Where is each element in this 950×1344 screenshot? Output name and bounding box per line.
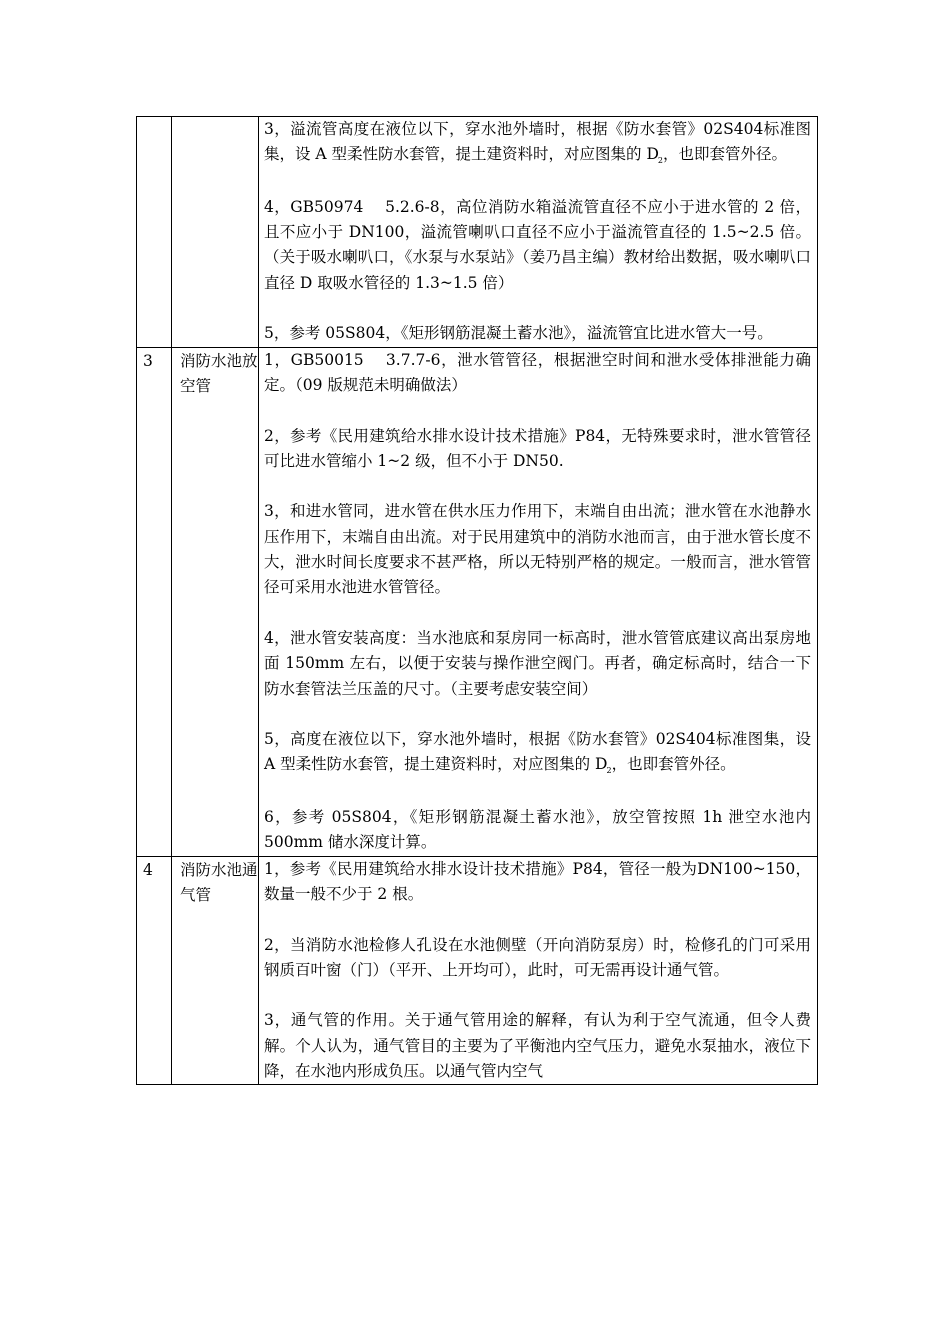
- subscript-text: 2: [657, 156, 663, 166]
- spec-table: [136, 116, 818, 1085]
- table-row: [137, 117, 818, 348]
- row-description: [259, 856, 818, 1085]
- row-number: 3: [137, 347, 172, 856]
- row-number: [137, 117, 172, 348]
- paragraph-text: 3，和进水管同，进水管在供水压力作用下，末端自由出流；泄水管在水池静水压作用下，末端自由出流。对于民用建筑中的消防水池而言，由于泄水管长度不大，泄水时间长度要求不甚严格，所以无特别严格的规定。一般而言，泄水管管径可采用水池进水管管径。: [264, 502, 811, 597]
- table-row: [137, 347, 818, 856]
- spec-table-body: [137, 117, 818, 1085]
- row-item-name: 消防水池通气管: [172, 856, 259, 1085]
- description-paragraph: [264, 805, 811, 856]
- paragraph-text: 3，溢流管高度在液位以下，穿水池外墙时，根据《防水套管》02S404标准图集，设 A 型柔性防水套管，提土建资料时，对应图集的 D: [264, 120, 811, 164]
- paragraph-text: 3，通气管的作用。关于通气管用途的解释，有认为利于空气流通，但令人费解。个人认为，通气管目的主要为了平衡池内空气压力，避免水泵抽水，液位下降，在水池内形成负压。以通气管内空气: [264, 1011, 811, 1080]
- paragraph-text-tail: ，也即套管外径。: [611, 755, 736, 774]
- description-paragraph: [264, 424, 811, 475]
- table-row: [137, 856, 818, 1085]
- description-paragraph: [264, 626, 811, 702]
- row-item-name: [172, 117, 259, 348]
- description-paragraph: [264, 1008, 811, 1084]
- subscript-text: 2: [606, 766, 612, 776]
- paragraph-text: 1，GB50015 3.7.7-6，泄水管管径，根据泄空时间和泄水受体排泄能力确定。（09 版规范未明确做法）: [264, 350, 811, 394]
- description-paragraph: [264, 857, 811, 908]
- paragraph-text: 5，参考 05S804，《矩形钢筋混凝土蓄水池》，溢流管宜比进水管大一号。: [264, 324, 773, 343]
- row-number: 4: [137, 856, 172, 1085]
- paragraph-text-tail: ，也即套管外径。: [663, 145, 788, 164]
- paragraph-text: 4，GB50974 5.2.6-8，高位消防水箱溢流管直径不应小于进水管的 2 倍，且不应小于 DN100，溢流管喇叭口直径不应小于溢流管直径的 1.5~2.5 倍。（关于吸水喇叭口，《水泵与水泵站》（姜乃昌主编）教材给出数据，吸水喇叭口直径 D 取吸水管径的 1.3~1.5 倍）: [264, 197, 811, 292]
- paragraph-text: 2，参考《民用建筑给水排水设计技术措施》P84，无特殊要求时，泄水管管径可比进水管缩小 1~2 级，但不小于 DN50.: [264, 426, 811, 470]
- paragraph-text: 5，高度在液位以下，穿水池外墙时，根据《防水套管》02S404标准图集，设 A 型柔性防水套管，提土建资料时，对应图集的 D: [264, 730, 811, 774]
- description-paragraph: [264, 195, 811, 296]
- paragraph-text: 1，参考《民用建筑给水排水设计技术措施》P84，管径一般为DN100~150，数量一般不少于 2 根。: [264, 859, 811, 903]
- description-paragraph: [264, 321, 811, 346]
- description-paragraph: [264, 499, 811, 600]
- paragraph-text: 2，当消防水池检修人孔设在水池侧壁（开向消防泵房）时，检修孔的门可采用钢质百叶窗（门）（平开、上开均可），此时，可无需再设计通气管。: [264, 935, 811, 979]
- row-description: [259, 117, 818, 348]
- paragraph-text: 6，参考 05S804，《矩形钢筋混凝土蓄水池》，放空管按照 1h 泄空水池内 500mm 储水深度计算。: [264, 808, 811, 852]
- description-paragraph: [264, 117, 811, 170]
- row-description: [259, 347, 818, 856]
- paragraph-text: 4，泄水管安装高度：当水池底和泵房同一标高时，泄水管管底建议高出泵房地面 150mm 左右，以便于安装与操作泄空阀门。再者，确定标高时，结合一下防水套管法兰压盖的尺寸。（主要考虑安装空间）: [264, 628, 811, 698]
- description-paragraph: [264, 348, 811, 399]
- description-paragraph: [264, 727, 811, 780]
- row-item-name: 消防水池放空管: [172, 347, 259, 856]
- description-paragraph: [264, 933, 811, 984]
